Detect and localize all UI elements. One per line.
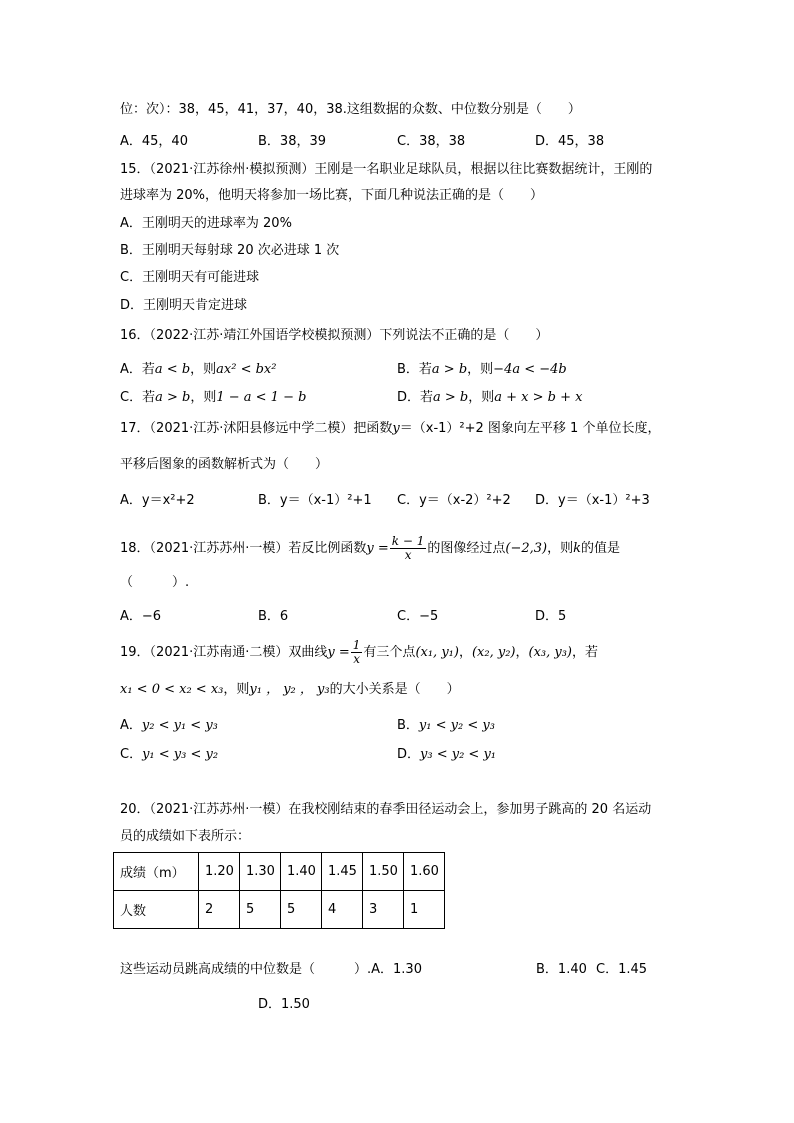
q19-option-b: B．y₁ < y₂ < y₃ <box>397 718 495 733</box>
q17-stem-line1: 17．（2021·江苏·沭阳县修远中学二模）把函数y＝（x-1）²+2 图象向左平移 1 个单位长度， <box>120 421 661 436</box>
q16-option-a: A．若a < b，则ax² < bx² <box>120 362 277 377</box>
q19-stem-line1: 19．（2021·江苏南通·二模）双曲线y = $\frac{1}{x}$ 有三个点(x₁, y₁)，(x₂, y₂)，(x₃, y₃)，若 <box>120 638 599 666</box>
table-cell: 1.60 <box>404 853 445 891</box>
q14-option-c: C．38，38 <box>397 134 466 149</box>
table-row <box>114 853 445 891</box>
q14-stem-tail: 位：次）：38，45，41，37，40，38.这组数据的众数、中位数分别是（ ） <box>120 102 581 117</box>
q17-option-b: B．y＝（x-1）²+1 <box>258 493 372 508</box>
q19-stem-line2: x₁ < 0 < x₂ < x₃，则y₁ ， y₂ ， y₃的大小关系是（ ） <box>120 682 460 697</box>
q20-stem-line1: 20．（2021·江苏苏州·一模）在我校刚结束的春季田径运动会上，参加男子跳高的 20 名运动 <box>120 802 652 817</box>
q16-stem: 16．（2022·江苏·靖江外国语学校模拟预测）下列说法不正确的是（ ） <box>120 328 549 343</box>
table-cell: 1.50 <box>363 853 404 891</box>
q15-stem-line1: 15．（2021·江苏徐州·模拟预测）王刚是一名职业足球队员，根据以往比赛数据统计，王刚的 <box>120 162 653 177</box>
q18-option-d: D．5 <box>535 609 567 624</box>
q18-option-c: C．−5 <box>397 609 439 624</box>
q19-option-a: A．y₂ < y₁ < y₃ <box>120 718 218 733</box>
q15-option-a: A．王刚明天的进球率为 20% <box>120 216 292 231</box>
table-cell: 1.30 <box>240 853 281 891</box>
table-cell: 5 <box>281 891 322 929</box>
q16-option-c: C．若a > b，则1 − a < 1 − b <box>120 390 307 405</box>
q20-option-d: D．1.50 <box>258 997 310 1012</box>
table-cell: 3 <box>363 891 404 929</box>
q18-stem-line2: （ ）. <box>120 575 190 590</box>
q19-option-d: D．y₃ < y₂ < y₁ <box>397 747 496 762</box>
q16-option-d: D．若a > b，则a + x > b + x <box>397 390 583 405</box>
q17-option-c: C．y＝（x-2）²+2 <box>397 493 511 508</box>
q15-stem-line2: 进球率为 20%，他明天将参加一场比赛，下面几种说法正确的是（ ） <box>120 188 544 203</box>
q17-stem-line2: 平移后图象的函数解析式为（ ） <box>120 457 329 472</box>
q18-option-b: B．6 <box>258 609 289 624</box>
q19-option-c: C．y₁ < y₃ < y₂ <box>120 747 219 762</box>
q20-option-a: A．1.30 <box>371 962 422 977</box>
table-cell: 4 <box>322 891 363 929</box>
q15-option-d: D．王刚明天肯定进球 <box>120 298 248 313</box>
table-header-cell: 成绩（m） <box>114 853 199 891</box>
q20-after-stem: 这些运动员跳高成绩的中位数是（ ）.A．1.30 <box>120 962 422 977</box>
q14-option-a: A．45，40 <box>120 134 188 149</box>
q16-option-b: B．若a > b，则−4a < −4b <box>397 362 567 377</box>
q20-option-b: B．1.40 <box>536 962 587 977</box>
table-header-cell: 人数 <box>114 891 199 929</box>
q14-option-d: D．45，38 <box>535 134 605 149</box>
table-cell: 1 <box>404 891 445 929</box>
table-cell: 1.20 <box>199 853 240 891</box>
q19-fraction: $\frac{1}{x}$ <box>352 638 361 666</box>
q17-option-d: D．y＝（x-1）²+3 <box>535 493 650 508</box>
table-row <box>114 891 445 929</box>
table-cell: 5 <box>240 891 281 929</box>
table-cell: 1.40 <box>281 853 322 891</box>
q18-stem-line1: 18．（2021·江苏苏州·一模）若反比例函数y = $\frac{k - 1}{x}$ 的图像经过点(−2,3)，则k的值是 <box>120 534 621 562</box>
q15-option-c: C．王刚明天有可能进球 <box>120 270 260 285</box>
q18-option-a: A．−6 <box>120 609 162 624</box>
q20-option-c: C．1.45 <box>596 962 648 977</box>
q14-option-b: B．38，39 <box>258 134 327 149</box>
q15-option-b: B．王刚明天每射球 20 次必进球 1 次 <box>120 243 340 258</box>
q20-stem-line2: 员的成绩如下表所示： <box>120 829 251 844</box>
table-cell: 2 <box>199 891 240 929</box>
scores-table <box>113 852 445 929</box>
table-cell: 1.45 <box>322 853 363 891</box>
q17-option-a: A．y＝x²+2 <box>120 493 195 508</box>
q18-fraction: $\frac{k - 1}{x}$ <box>391 534 425 562</box>
